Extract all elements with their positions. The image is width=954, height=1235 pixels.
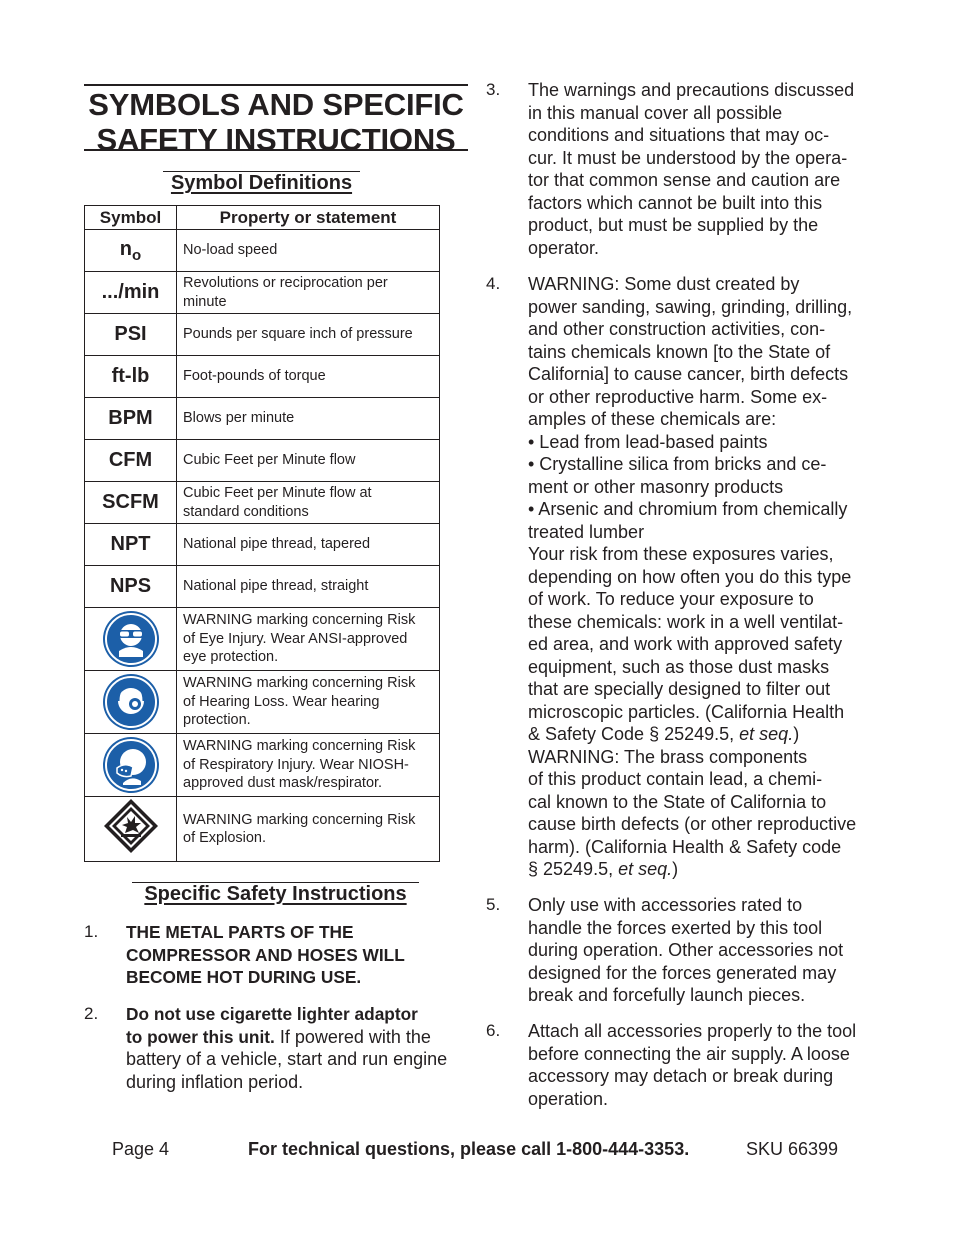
table-row [85, 524, 440, 566]
item-line: during inflation period. [126, 1071, 304, 1092]
item-line-part: & Safety Code § 25249.5, [528, 724, 740, 744]
item-line: COMPRESSOR AND HOSES WILL [126, 944, 405, 965]
item-body [126, 921, 405, 989]
property-cell [177, 524, 440, 566]
symbol-table [84, 205, 440, 862]
item-line: Attach all accessories properly to the tool [528, 1021, 857, 1041]
symbol-cell [85, 230, 177, 272]
item-line: Your risk from these exposures varies, [528, 544, 834, 564]
item-line: and other construction activities, con- [528, 319, 826, 339]
column-header-property: Property or statement [177, 206, 440, 230]
table-row [85, 482, 440, 524]
table-row [85, 356, 440, 398]
table-row [85, 398, 440, 440]
table-row [85, 797, 440, 862]
item-line: • Lead from lead-based paints [528, 431, 768, 452]
item-line: ment or other masonry products [528, 476, 784, 497]
table-row [85, 314, 440, 356]
item-line: of this product contain lead, a chemi- [528, 769, 823, 789]
symbol-cell [85, 608, 177, 671]
item-line: amples of these chemicals are: [528, 409, 777, 429]
eye-protection-icon [103, 611, 159, 667]
footer-tech-support: For technical questions, please call 1-800-444-3353. [248, 1139, 690, 1159]
item-line-part: § 25249.5, [528, 859, 619, 879]
item-line-bold: to power this unit. [126, 1026, 275, 1047]
item-line: tor that common sense and caution are [528, 170, 841, 190]
property-cell [177, 671, 440, 734]
item-line: designed for the forces generated may [528, 962, 837, 983]
property-cell [177, 797, 440, 862]
property-text: Cubic Feet per Minute flow at [183, 485, 372, 501]
item-line: microscopic particles. (California Health [528, 701, 845, 722]
property-text: WARNING marking concerning Risk [183, 612, 416, 629]
symbol-cell: CFM [85, 440, 177, 482]
title-line-2: SAFETY INSTRUCTIONS [96, 122, 456, 157]
item-body [528, 894, 843, 1007]
property-cell [177, 566, 440, 608]
item-line: cur. It must be understood by the opera- [528, 147, 848, 168]
item-number: 5. [486, 895, 501, 914]
table-row [85, 734, 440, 797]
item-line: product, but must be supplied by the [528, 215, 819, 235]
property-text: of Explosion. [183, 830, 267, 846]
property-cell [177, 230, 440, 272]
item-body [126, 1003, 447, 1093]
symbol-definitions-heading: Symbol Definitions [163, 171, 360, 193]
property-text: WARNING marking concerning Risk [183, 675, 416, 692]
item-line: factors which cannot be built into this [528, 192, 823, 213]
property-text: WARNING marking concerning Risk [183, 811, 416, 828]
footer-page-number: Page 4 [112, 1139, 170, 1159]
symbol-cell: BPM [85, 398, 177, 440]
symbol-cell: SCFM [85, 482, 177, 524]
symbol-cell [85, 797, 177, 862]
item-line: cause birth defects (or other reproductive [528, 814, 857, 834]
property-text: eye protection. [183, 649, 279, 666]
item-body [528, 79, 854, 259]
item-line: equipment, such as those dust masks [528, 656, 830, 677]
item-line: break and forcefully launch pieces. [528, 985, 806, 1005]
page-title [84, 84, 468, 157]
item-body [528, 273, 856, 881]
property-cell [177, 356, 440, 398]
item-line: The warnings and precautions discussed [528, 80, 855, 100]
specific-safety-heading: Specific Safety Instructions [132, 882, 419, 904]
property-text: Blows per minute [183, 410, 295, 427]
item-line: battery of a vehicle, start and run engine [126, 1049, 448, 1069]
respirator-icon [103, 737, 159, 793]
property-text: No-load speed [183, 242, 278, 259]
property-text: National pipe thread, straight [183, 578, 369, 595]
item-line: Do not use cigarette lighter adaptor [126, 1004, 418, 1024]
property-text: minute [183, 293, 227, 310]
property-text: Pounds per square inch of pressure [183, 326, 413, 343]
item-line: harm). (California Health & Safety code [528, 836, 842, 857]
item-line-italic: et seq. [618, 859, 673, 879]
item-line: of work. To reduce your exposure to [528, 589, 814, 609]
property-cell [177, 398, 440, 440]
item-line: BECOME HOT DURING USE. [126, 967, 362, 987]
title-line-1: SYMBOLS AND SPECIFIC [88, 87, 464, 122]
item-line: or other reproductive harm. Some ex- [528, 386, 828, 407]
property-text: Cubic Feet per Minute flow [183, 452, 356, 469]
table-row [85, 608, 440, 671]
symbol-cell: PSI [85, 314, 177, 356]
hearing-protection-icon [103, 674, 159, 730]
item-line: ed area, and work with approved safety [528, 634, 843, 654]
item-number: 1. [84, 922, 99, 941]
symbol-cell: ft-lb [85, 356, 177, 398]
item-line: before connecting the air supply. A loose [528, 1043, 850, 1064]
table-row [85, 566, 440, 608]
item-line: • Arsenic and chromium from chemically [528, 499, 848, 519]
item-number: 3. [486, 80, 501, 99]
table-row [85, 230, 440, 272]
property-cell [177, 440, 440, 482]
property-cell [177, 482, 440, 524]
item-number: 6. [486, 1021, 501, 1040]
footer-sku: SKU 66399 [746, 1139, 839, 1159]
item-line: in this manual cover all possible [528, 102, 783, 123]
symbol-text: n [119, 237, 133, 260]
item-line: Only use with accessories rated to [528, 895, 803, 915]
symbol-cell [85, 734, 177, 797]
item-line: that are specially designed to filter out [528, 679, 831, 699]
property-text: WARNING marking concerning Risk [183, 738, 416, 755]
property-cell [177, 272, 440, 314]
table-row [85, 272, 440, 314]
left-column [84, 84, 468, 1092]
item-line: depending on how often you do this type [528, 566, 852, 587]
item-number: 4. [486, 274, 501, 293]
symbol-cell: NPT [85, 524, 177, 566]
item-line: cal known to the State of California to [528, 791, 827, 812]
explosion-warning-icon [102, 797, 160, 861]
item-line: conditions and situations that may oc- [528, 125, 830, 145]
column-header-symbol: Symbol [85, 206, 177, 230]
item-line-rest: If powered with the [274, 1026, 431, 1047]
property-text: of Eye Injury. Wear ANSI-approved [183, 630, 408, 647]
property-text: approved dust mask/respirator. [183, 775, 383, 792]
item-line: operation. [528, 1088, 609, 1109]
item-number: 2. [84, 1004, 99, 1023]
table-row [85, 440, 440, 482]
item-line: THE METAL PARTS OF THE [126, 922, 354, 942]
item-line: operator. [528, 237, 600, 258]
property-text: National pipe thread, tapered [183, 536, 371, 553]
table-row [85, 671, 440, 734]
property-text: standard conditions [183, 503, 309, 520]
symbol-cell [85, 671, 177, 734]
property-cell [177, 608, 440, 671]
item-line: during operation. Other accessories not [528, 940, 844, 960]
item-line: treated lumber [528, 521, 645, 542]
item-line: WARNING: Some dust created by [528, 274, 800, 294]
item-line: handle the forces exerted by this tool [528, 917, 823, 938]
property-text: of Respiratory Injury. Wear NIOSH- [183, 756, 409, 773]
property-cell [177, 734, 440, 797]
item-line-part: ) [793, 724, 800, 744]
item-line: power sanding, sawing, grinding, drilling, [528, 296, 853, 317]
property-text: protection. [183, 712, 251, 729]
table-header-row [85, 206, 440, 230]
item-line-part: ) [672, 859, 679, 879]
property-text: of Hearing Loss. Wear hearing [183, 693, 380, 710]
property-cell [177, 314, 440, 356]
item-line-italic: et seq. [739, 724, 794, 744]
symbol-subscript: o [132, 246, 142, 264]
property-text: Revolutions or reciprocation per [183, 275, 388, 291]
item-line: WARNING: The brass components [528, 746, 808, 767]
item-body [528, 1020, 856, 1110]
item-line: California] to cause cancer, birth defects [528, 364, 849, 384]
symbol-cell: .../min [85, 272, 177, 314]
item-line: • Crystalline silica from bricks and ce- [528, 454, 827, 474]
property-text: Foot-pounds of torque [183, 368, 326, 385]
item-line: tains chemicals known [to the State of [528, 341, 831, 362]
symbol-cell: NPS [85, 566, 177, 608]
item-line: these chemicals: work in a well ventilat- [528, 611, 844, 632]
item-line: accessory may detach or break during [528, 1066, 834, 1086]
